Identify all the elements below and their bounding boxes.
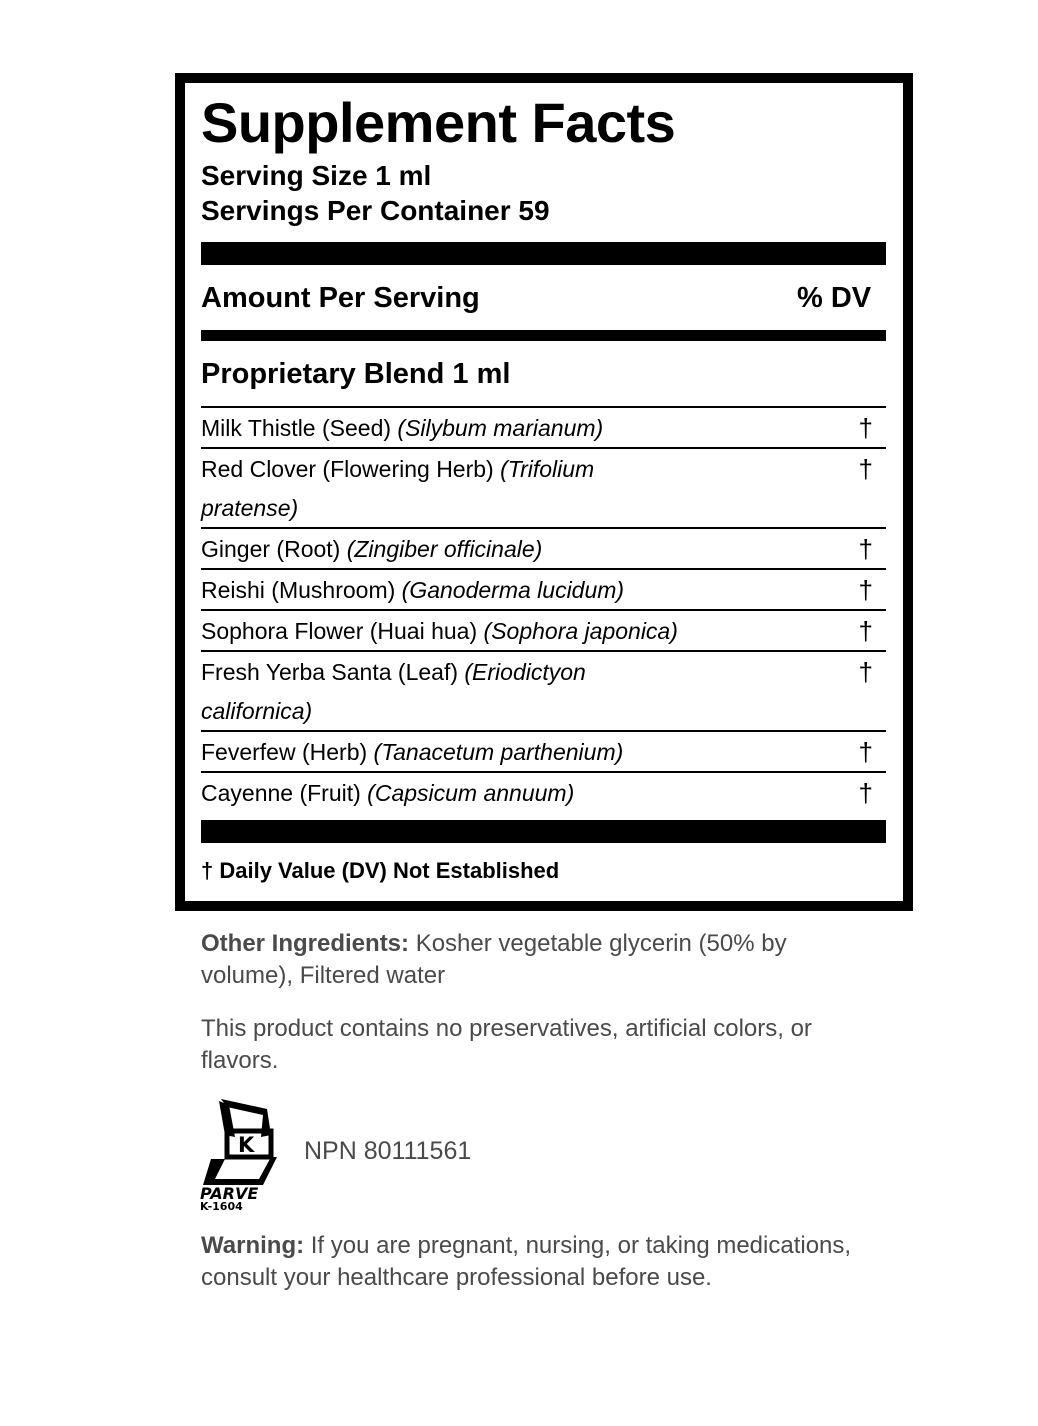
ingredient-text [201,571,671,610]
ingredient-row [201,771,886,815]
warning-statement [201,1230,881,1294]
ingredient-list [201,406,886,815]
kosher-parve-text: PARVE [200,1184,259,1203]
ingredient-latin-name: (Capsicum annuum) [367,780,575,806]
serving-size: Serving Size 1 ml [201,160,432,191]
ingredient-name: Fresh Yerba Santa (Leaf) [201,659,465,685]
ingredient-text [201,409,671,448]
ingredient-text [201,653,671,731]
daily-value-footnote: † Daily Value (DV) Not Established [201,858,560,883]
ingredient-row [201,650,886,730]
warning-label: Warning: [201,1232,305,1259]
ingredient-text [201,774,671,813]
ingredient-row [201,730,886,771]
dagger-mark: † [858,616,873,646]
other-ingredients-text: Kosher vegetable glycerin (50% by volume), Filtered water [201,930,787,989]
no-preservatives-statement: This product contains no preservatives, artificial colors, or flavors. [201,1015,812,1074]
dagger-mark: † [858,534,873,564]
kosher-parve-logo-icon [197,1095,279,1211]
ingredient-name: Sophora Flower (Huai hua) [201,618,484,644]
ingredient-row [201,406,886,447]
other-ingredients-label: Other Ingredients: [201,930,410,957]
other-ingredients [201,928,881,992]
ingredient-latin-name: (Sophora japonica) [483,618,678,644]
ingredient-latin-name: (Silybum marianum) [397,415,604,441]
ingredient-name: Reishi (Mushroom) [201,577,402,603]
dv-header: % DV [797,282,872,314]
ingredient-latin-name: (Zingiber officinale) [346,536,543,562]
dagger-mark: † [858,778,873,808]
servings-per-container: Servings Per Container 59 [201,195,550,226]
warning-text: If you are pregnant, nursing, or taking medications, consult your healthcare professional before use. [201,1232,852,1291]
ingredient-text [201,733,801,772]
thick-divider-bottom [201,820,886,843]
kosher-k-mark: K [238,1133,255,1157]
dagger-mark: † [858,413,873,443]
supplement-facts-title: Supplement Facts [201,91,676,154]
kosher-code: K-1604 [200,1200,243,1211]
ingredient-latin-name: (Tanacetum parthenium) [373,739,624,765]
dagger-mark: † [858,737,873,767]
ingredient-latin-name: (Trifolium pratense) [201,456,595,521]
medium-divider [201,330,886,341]
dagger-mark: † [858,575,873,605]
ingredient-name: Cayenne (Fruit) [201,780,368,806]
ingredient-row [201,568,886,609]
ingredient-name: Red Clover (Flowering Herb) [201,456,501,482]
ingredient-text [201,612,801,651]
ingredient-text [201,530,671,569]
proprietary-blend-title: Proprietary Blend 1 ml [201,358,511,390]
thick-divider [201,242,886,265]
dagger-mark: † [858,454,873,484]
ingredient-row [201,447,886,527]
ingredient-row [201,609,886,650]
ingredient-name: Ginger (Root) [201,536,347,562]
amount-per-serving-header: Amount Per Serving [201,282,480,314]
ingredient-name: Milk Thistle (Seed) [201,415,398,441]
dagger-mark: † [858,657,873,687]
ingredient-text [201,450,671,528]
npn-number: NPN 80111561 [304,1137,472,1165]
ingredient-row [201,527,886,568]
ingredient-latin-name: (Eriodictyon californica) [201,659,586,724]
ingredient-latin-name: (Ganoderma lucidum) [401,577,625,603]
ingredient-name: Feverfew (Herb) [201,739,374,765]
